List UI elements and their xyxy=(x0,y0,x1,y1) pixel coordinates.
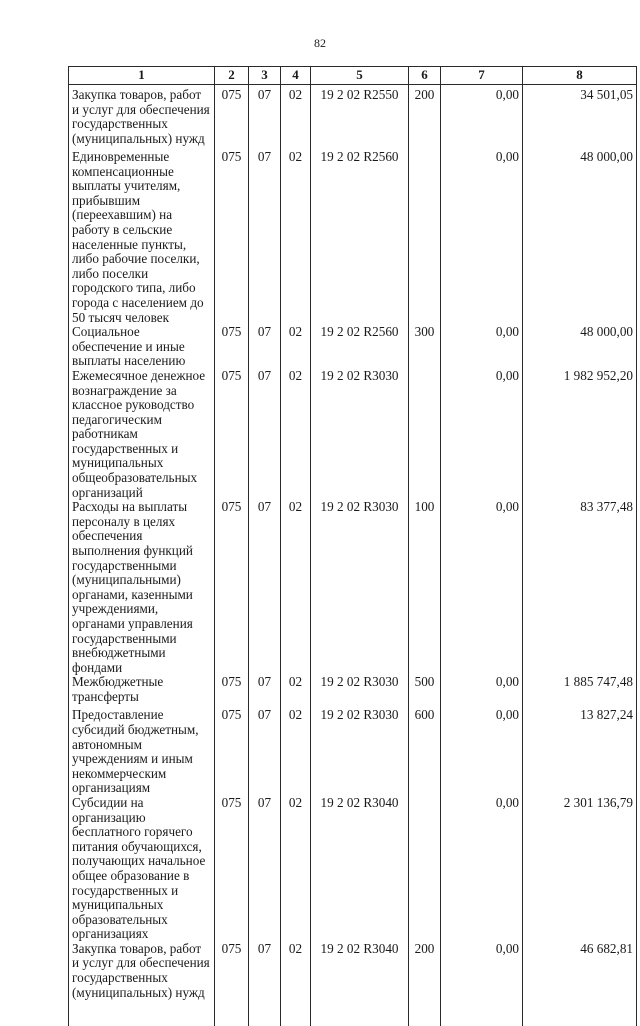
table-row xyxy=(69,85,637,151)
section-code: 07 xyxy=(249,708,281,796)
department-code: 075 xyxy=(215,369,249,500)
section-code: 07 xyxy=(249,85,281,151)
section-code: 07 xyxy=(249,942,281,1026)
expense-type-code: 100 xyxy=(409,500,441,675)
column-header-4: 4 xyxy=(281,67,311,85)
table-row xyxy=(69,942,637,1026)
section-code: 07 xyxy=(249,796,281,942)
column-header-6: 6 xyxy=(409,67,441,85)
target-article-code: 19 2 02 R3030 xyxy=(311,500,409,675)
subsection-code: 02 xyxy=(281,675,311,708)
amount-column-7: 0,00 xyxy=(441,85,523,151)
amount-column-8: 1 982 952,20 xyxy=(523,369,637,500)
amount-column-7: 0,00 xyxy=(441,942,523,1026)
department-code: 075 xyxy=(215,150,249,325)
budget-table xyxy=(68,66,637,1026)
column-header-1: 1 xyxy=(69,67,215,85)
expense-name: Расходы на выплаты персоналу в целях обеспечения выполнения функций государственными (муниципальными) органами, казенными учреждениями, органами управления государственными внебюджетными фондами xyxy=(69,500,215,675)
section-code: 07 xyxy=(249,369,281,500)
department-code: 075 xyxy=(215,85,249,151)
expense-type-code xyxy=(409,796,441,942)
section-code: 07 xyxy=(249,500,281,675)
table-row xyxy=(69,150,637,325)
amount-column-8: 83 377,48 xyxy=(523,500,637,675)
subsection-code: 02 xyxy=(281,85,311,151)
target-article-code: 19 2 02 R3040 xyxy=(311,942,409,1026)
table-row xyxy=(69,500,637,675)
column-header-8: 8 xyxy=(523,67,637,85)
expense-type-code: 500 xyxy=(409,675,441,708)
column-header-2: 2 xyxy=(215,67,249,85)
amount-column-8: 46 682,81 xyxy=(523,942,637,1026)
expense-type-code: 600 xyxy=(409,708,441,796)
column-header-5: 5 xyxy=(311,67,409,85)
subsection-code: 02 xyxy=(281,500,311,675)
subsection-code: 02 xyxy=(281,796,311,942)
department-code: 075 xyxy=(215,708,249,796)
expense-name: Ежемесячное денежное вознаграждение за классное руководство педагогическим работникам государственных и муниципальных общеобразовательных организаций xyxy=(69,369,215,500)
target-article-code: 19 2 02 R3030 xyxy=(311,708,409,796)
expense-type-code: 200 xyxy=(409,942,441,1026)
amount-column-7: 0,00 xyxy=(441,708,523,796)
column-header-7: 7 xyxy=(441,67,523,85)
expense-type-code: 200 xyxy=(409,85,441,151)
column-header-3: 3 xyxy=(249,67,281,85)
expense-name: Предоставление субсидий бюджетным, автономным учреждениям и иным некоммерческим организациям xyxy=(69,708,215,796)
amount-column-8: 2 301 136,79 xyxy=(523,796,637,942)
amount-column-8: 48 000,00 xyxy=(523,325,637,369)
target-article-code: 19 2 02 R2560 xyxy=(311,325,409,369)
department-code: 075 xyxy=(215,500,249,675)
expense-name: Социальное обеспечение и иные выплаты населению xyxy=(69,325,215,369)
amount-column-7: 0,00 xyxy=(441,150,523,325)
target-article-code: 19 2 02 R2550 xyxy=(311,85,409,151)
target-article-code: 19 2 02 R2560 xyxy=(311,150,409,325)
expense-name: Единовременные компенсационные выплаты учителям, прибывшим (переехавшим) на работу в сельские населенные пункты, либо рабочие поселки, либо поселки городского типа, либо города с населением до 50 тысяч человек xyxy=(69,150,215,325)
department-code: 075 xyxy=(215,796,249,942)
expense-name: Закупка товаров, работ и услуг для обеспечения государственных (муниципальных) нужд xyxy=(69,85,215,151)
amount-column-8: 34 501,05 xyxy=(523,85,637,151)
subsection-code: 02 xyxy=(281,150,311,325)
expense-type-code: 300 xyxy=(409,325,441,369)
expense-name: Межбюджетные трансферты xyxy=(69,675,215,708)
amount-column-7: 0,00 xyxy=(441,500,523,675)
page-number: 82 xyxy=(314,36,326,50)
target-article-code: 19 2 02 R3030 xyxy=(311,369,409,500)
amount-column-7: 0,00 xyxy=(441,796,523,942)
expense-name: Закупка товаров, работ и услуг для обеспечения государственных (муниципальных) нужд xyxy=(69,942,215,1026)
table-row xyxy=(69,796,637,942)
amount-column-8: 13 827,24 xyxy=(523,708,637,796)
amount-column-8: 1 885 747,48 xyxy=(523,675,637,708)
table-row xyxy=(69,675,637,708)
department-code: 075 xyxy=(215,942,249,1026)
table-row xyxy=(69,325,637,369)
subsection-code: 02 xyxy=(281,708,311,796)
subsection-code: 02 xyxy=(281,942,311,1026)
expense-name: Субсидии на организацию бесплатного горячего питания обучающихся, получающих начальное общее образование в государственных и муниципальных образовательных организациях xyxy=(69,796,215,942)
amount-column-7: 0,00 xyxy=(441,675,523,708)
target-article-code: 19 2 02 R3030 xyxy=(311,675,409,708)
expense-type-code xyxy=(409,150,441,325)
section-code: 07 xyxy=(249,325,281,369)
table-row xyxy=(69,369,637,500)
subsection-code: 02 xyxy=(281,325,311,369)
amount-column-7: 0,00 xyxy=(441,325,523,369)
expense-type-code xyxy=(409,369,441,500)
amount-column-8: 48 000,00 xyxy=(523,150,637,325)
amount-column-7: 0,00 xyxy=(441,369,523,500)
subsection-code: 02 xyxy=(281,369,311,500)
target-article-code: 19 2 02 R3040 xyxy=(311,796,409,942)
section-code: 07 xyxy=(249,150,281,325)
department-code: 075 xyxy=(215,675,249,708)
header-row xyxy=(69,67,637,85)
section-code: 07 xyxy=(249,675,281,708)
table-row xyxy=(69,708,637,796)
department-code: 075 xyxy=(215,325,249,369)
